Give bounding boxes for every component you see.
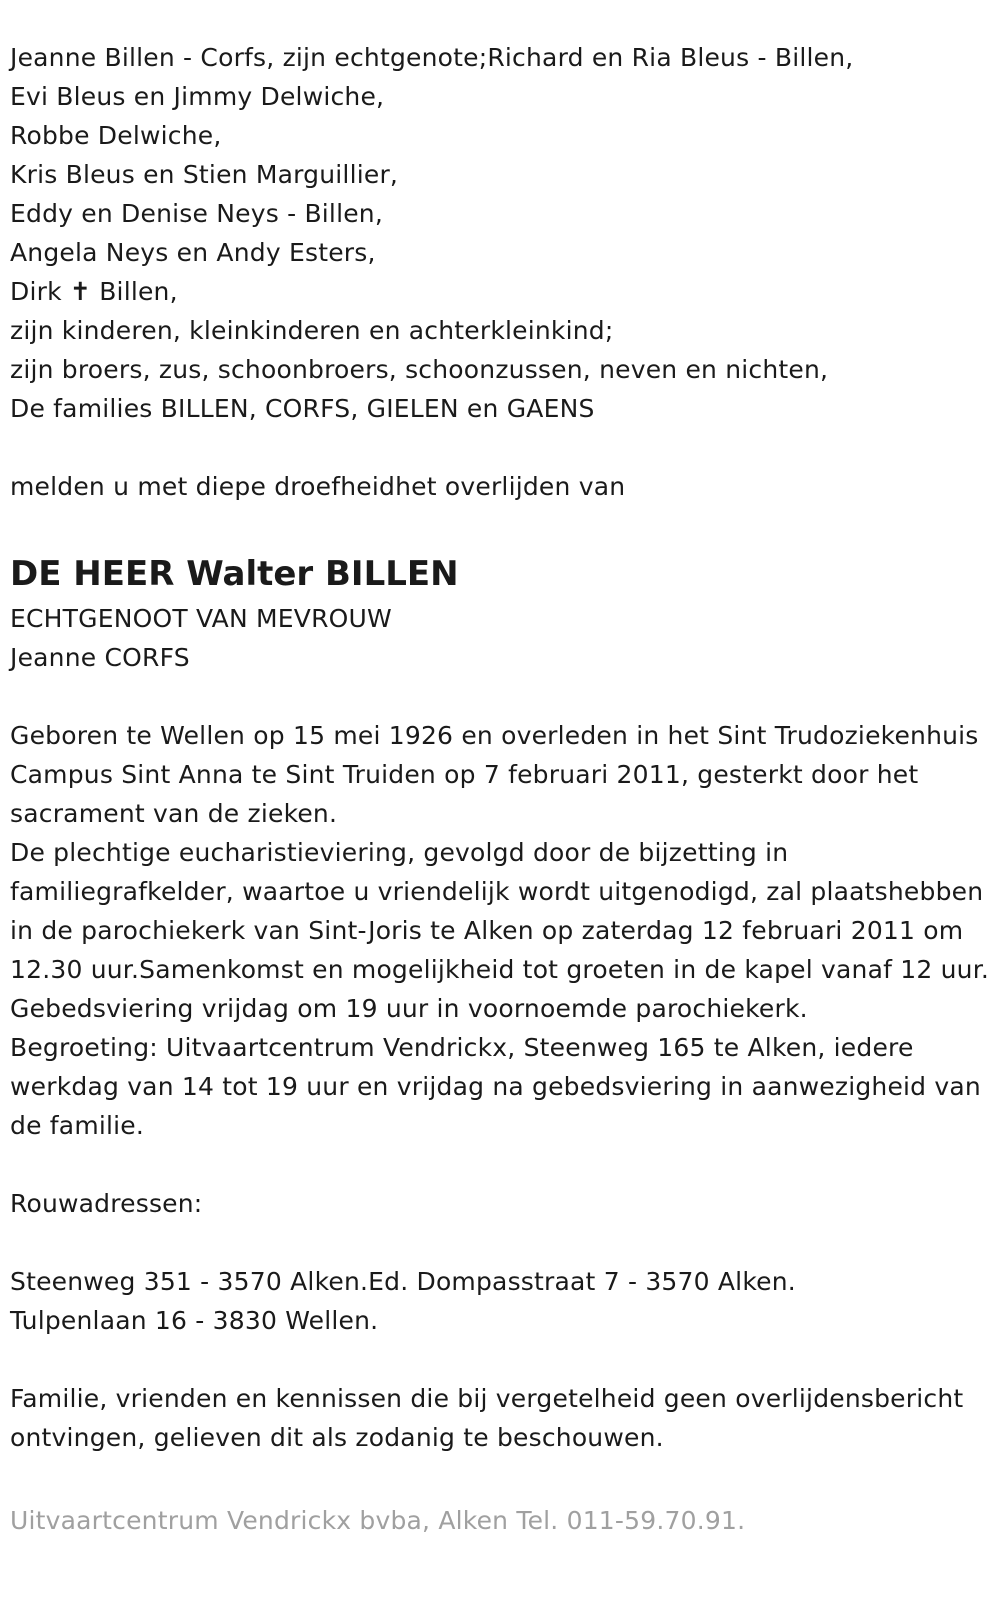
family-line: Robbe Delwiche, [10, 121, 222, 150]
family-line: De families BILLEN, CORFS, GIELEN en GAENS [10, 394, 595, 423]
family-line: Angela Neys en Andy Esters, [10, 238, 376, 267]
announcement-text: melden u met diepe droefheidhet overlijden van [10, 472, 626, 501]
deceased-name: DE HEER Walter BILLEN [10, 554, 459, 594]
spouse-title: ECHTGENOOT VAN MEVROUW [10, 604, 392, 633]
address-line: Steenweg 351 - 3570 Alken.Ed. Dompasstraat 7 - 3570 Alken. [10, 1267, 796, 1296]
family-line: Dirk ✝ Billen, [10, 277, 178, 306]
family-line: Kris Bleus en Stien Marguillier, [10, 160, 399, 189]
family-list [10, 38, 990, 428]
family-line: zijn broers, zus, schoonbroers, schoonzussen, neven en nichten, [10, 355, 829, 384]
funeral-home-footer: Uitvaartcentrum Vendrickx bvba, Alken Tel. 011-59.70.91. [10, 1506, 746, 1535]
notice-paragraph: Familie, vrienden en kennissen die bij vergetelheid geen overlijdensbericht ontvingen, gelieven dit als zodanig te beschouwen. [10, 1384, 964, 1452]
birth-death-paragraph: Geboren te Wellen op 15 mei 1926 en overleden in het Sint Trudoziekenhuis Campus Sint Anna te Sint Truiden op 7 februari 2011, gesterkt door het sacrament van de zieken. [10, 721, 979, 828]
prayer-paragraph: Gebedsviering vrijdag om 19 uur in voornoemde parochiekerk. [10, 994, 808, 1023]
greeting-paragraph: Begroeting: Uitvaartcentrum Vendrickx, Steenweg 165 te Alken, iedere werkdag van 14 tot 19 uur en vrijdag na gebedsviering in aanwezigheid van de familie. [10, 1033, 981, 1140]
family-line: Evi Bleus en Jimmy Delwiche, [10, 82, 385, 111]
family-line: zijn kinderen, kleinkinderen en achterkleinkind; [10, 316, 614, 345]
addresses-heading: Rouwadressen: [10, 1189, 203, 1218]
ceremony-paragraph: De plechtige eucharistieviering, gevolgd door de bijzetting in familiegrafkelder, waartoe u vriendelijk wordt uitgenodigd, zal plaatshebben in de parochiekerk van Sint-Joris te Alken op zaterdag 12 februari 2011 om 12.30 uur.Samenkomst en mogelijkheid tot groeten in de kapel vanaf 12 uur. [10, 838, 990, 984]
spouse-name: Jeanne CORFS [10, 643, 190, 672]
address-line: Tulpenlaan 16 - 3830 Wellen. [10, 1306, 379, 1335]
family-line: Jeanne Billen - Corfs, zijn echtgenote;Richard en Ria Bleus - Billen, [10, 43, 854, 72]
family-line: Eddy en Denise Neys - Billen, [10, 199, 383, 228]
